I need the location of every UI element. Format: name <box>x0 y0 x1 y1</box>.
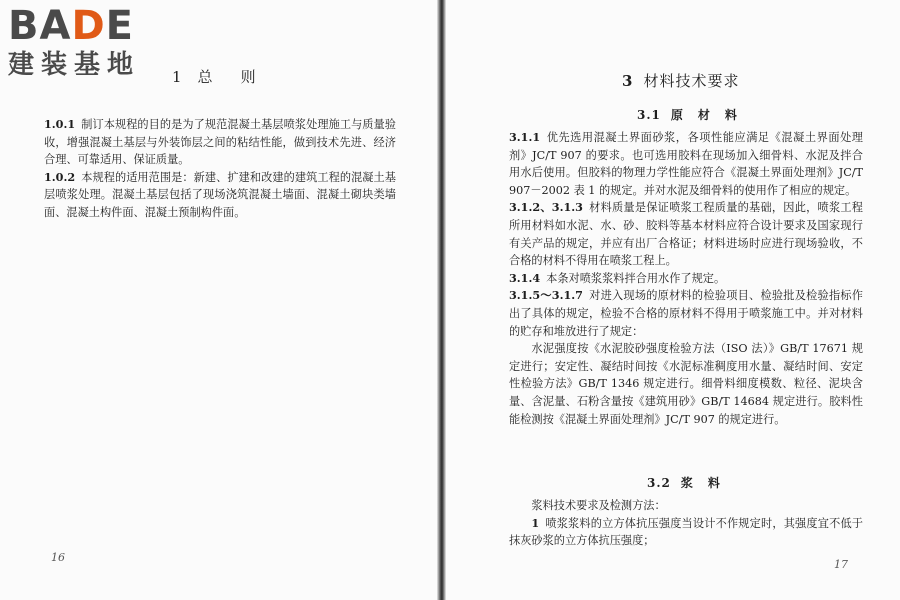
brand-cn-name: 建装基地 <box>8 50 141 80</box>
clause-paragraph: 3.1.5～3.1.7 对进入现场的原材料的检验项目、检验批及检验指标作出了具体的规定，检验不合格的原材料不得用于喷浆施工中。并对材料的贮存和堆放进行了规定： <box>509 288 863 338</box>
section-title-3-2: 3.2 浆 料 <box>647 476 721 490</box>
clause-paragraph: 3.1.4 本条对喷浆浆料拌合用水作了规定。 <box>509 270 726 285</box>
left-chapter-title: 1 总 则 <box>172 68 258 86</box>
clause-paragraph: 3.1.2、3.1.3 材料质量是保证喷浆工程质量的基础，因此，喷浆工程所用材料如水泥、水、砂、胶料等基本材料应符合设计要求及国家现行有关产品的规定，并应有出厂合格证；材料进场时应进行现场验收，不合格的材料不得用在喷浆工程上。 <box>509 200 863 268</box>
intro-paragraph: 浆料技术要求及检测方法： <box>531 499 666 512</box>
clause-paragraph: 3.1.1 优先选用混凝土界面砂浆，各项性能应满足《混凝土界面处理剂》JC/T 907 的要求。也可选用胶料在现场加入细骨料、水泥及拌合用水后使用。但胶料的物理力学性能应符合《混凝土界面处理剂》JC/T 907－2002 表 1 的规定。并对水泥及细骨料的使用作了相应的规定。 <box>509 130 863 197</box>
watermark-logo <box>8 4 178 80</box>
standards-paragraph: 水泥强度按《水泥胶砂强度检验方法（ISO 法）》GB/T 17671 规定进行；安定性、凝结时间按《水泥标准稠度用水量、凝结时间、安定性检验方法》GB/T 1346 规定进行。细骨料细度模数、粒径、泥块含量、含泥量、石粉含量按《建筑用砂》GB/T 14684 规定进行。胶料性能检测按《混凝土界面处理剂》JC/T 907 的规定进行。 <box>509 342 863 426</box>
right-chapter-title: 3 材料技术要求 <box>622 72 740 90</box>
section-3-1-body <box>509 129 863 428</box>
left-page <box>0 0 437 600</box>
clause-paragraph: 1.0.1 制订本规程的目的是为了规范混凝土基层喷浆处理施工与质量验收，增强混凝土基层与外装饰层之间的粘结性能，做到技术先进、经济合理、可靠适用、保证质量。 <box>44 117 396 167</box>
left-page-body <box>44 116 396 222</box>
section-title-3-1: 3.1 原 材 料 <box>637 108 738 122</box>
clause-paragraph: 1.0.2 本规程的适用范围是：新建、扩建和改建的建筑工程的混凝土基层喷浆处理。混凝土基层包括了现场浇筑混凝土墙面、混凝土砌块类墙面、混凝土构件面、混凝土预制构件面。 <box>44 169 396 219</box>
section-3-2-body <box>509 497 863 550</box>
brand-wordmark: BADE <box>8 3 134 49</box>
right-page-number: 17 <box>834 558 848 571</box>
left-page-number: 16 <box>51 551 65 564</box>
list-item: 1 喷浆浆料的立方体抗压强度当设计不作规定时，其强度宜不低于抹灰砂浆的立方体抗压强度； <box>509 515 863 548</box>
book-gutter <box>437 0 446 600</box>
